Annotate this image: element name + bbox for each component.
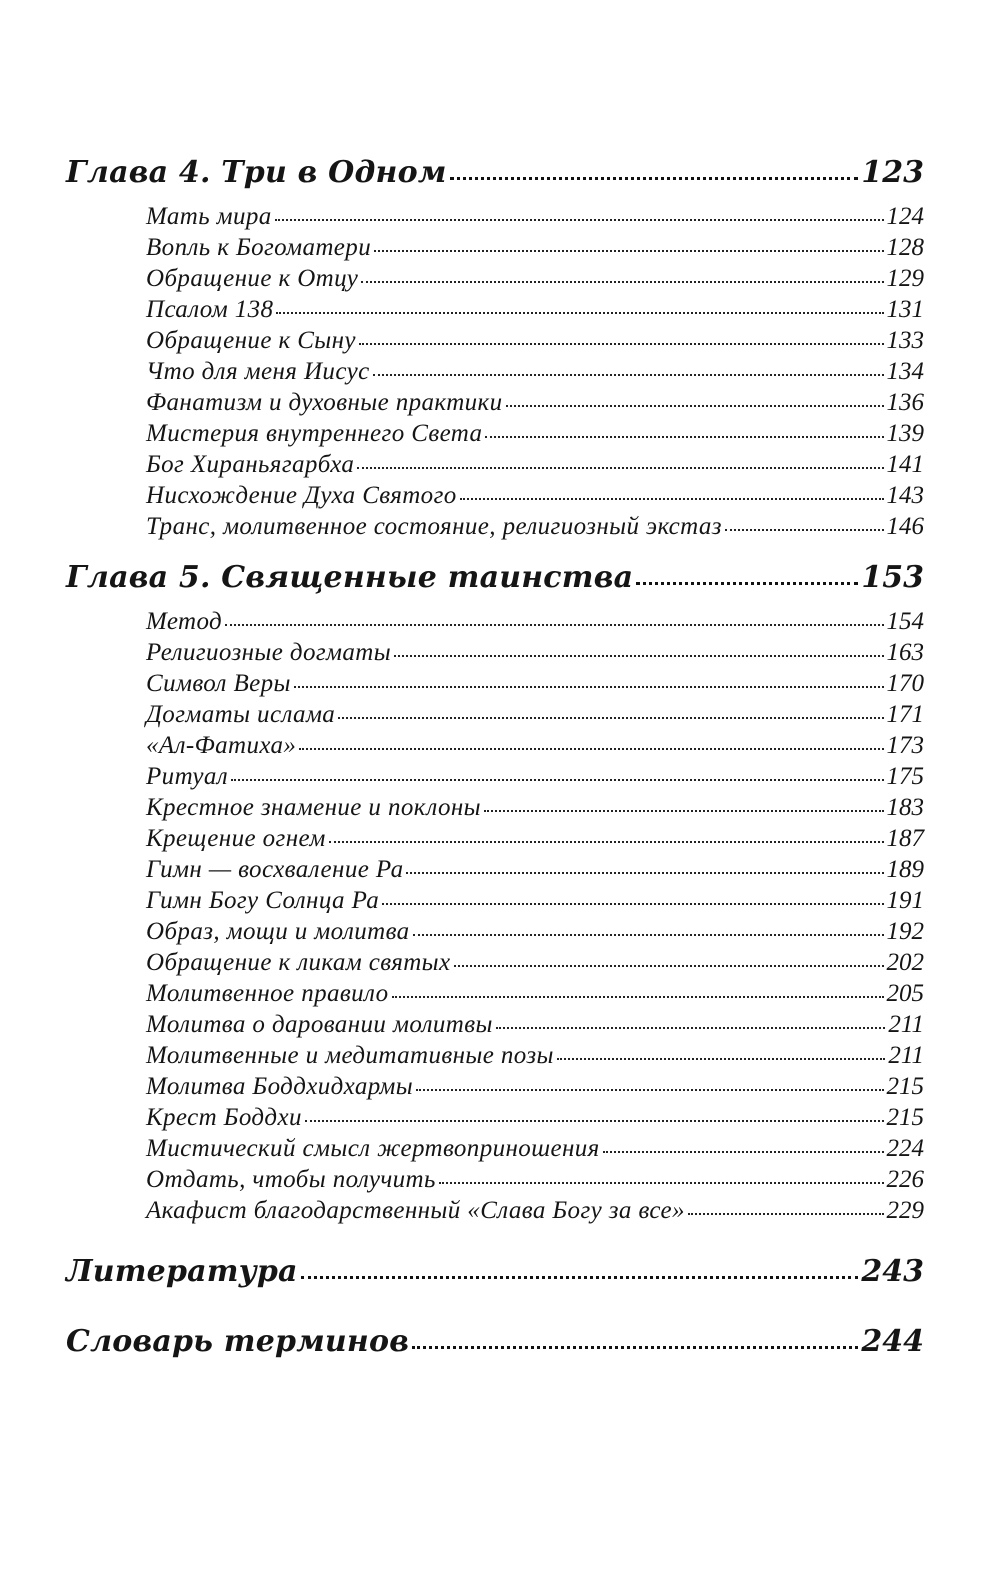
toc-item-title: Псалом 138 (146, 296, 274, 323)
dot-leader (484, 810, 883, 812)
toc-item[interactable] (146, 763, 924, 794)
dot-leader (231, 779, 883, 781)
toc-item-page: 129 (886, 265, 924, 292)
toc-item[interactable] (146, 203, 924, 234)
dot-leader (496, 1027, 886, 1029)
toc-item[interactable] (146, 918, 924, 949)
dot-leader (299, 748, 883, 750)
dot-leader (636, 582, 858, 585)
dot-leader (394, 655, 883, 657)
toc-item[interactable] (146, 608, 924, 639)
dot-leader (301, 1276, 859, 1279)
toc-item-page: 131 (886, 296, 924, 323)
toc-item-page: 128 (886, 234, 924, 261)
toc-item-page: 143 (886, 482, 924, 509)
glossary-title: Словарь терминов (66, 1324, 410, 1359)
toc-item-title: Транс, молитвенное состояние, религиозный экстаз (146, 513, 722, 540)
dot-leader (374, 250, 883, 252)
toc-item-title: Обращение к Сыну (146, 327, 356, 354)
toc-item-page: 189 (886, 856, 924, 883)
toc-item-page: 192 (886, 918, 924, 945)
toc-item-title: Молитвенное правило (146, 980, 389, 1007)
dot-leader (454, 965, 884, 967)
chapter-5-title: Глава 5. Священные таинства (66, 560, 634, 595)
toc-item[interactable] (146, 234, 924, 265)
dot-leader (485, 436, 883, 438)
toc-item[interactable] (146, 949, 924, 980)
toc-item-page: 146 (886, 513, 924, 540)
dot-leader (225, 624, 883, 626)
dot-leader (416, 1089, 883, 1091)
toc-item-title: Крестное знамение и поклоны (146, 794, 482, 821)
toc-item-page: 136 (886, 389, 924, 416)
toc-item-page: 170 (886, 670, 924, 697)
toc-item-title: Ритуал (146, 763, 229, 790)
toc-item-page: 224 (886, 1135, 924, 1162)
toc-item-page: 133 (886, 327, 924, 354)
dot-leader (413, 934, 884, 936)
toc-item[interactable] (146, 451, 924, 482)
toc-item-page: 163 (886, 639, 924, 666)
toc-item-page: 187 (886, 825, 924, 852)
dot-leader (373, 374, 884, 376)
toc-item-page: 124 (886, 203, 924, 230)
toc-item[interactable] (146, 389, 924, 420)
toc-item-title: Что для меня Иисус (146, 358, 370, 385)
dot-leader (329, 841, 884, 843)
toc-item[interactable] (146, 296, 924, 327)
dot-leader (357, 467, 883, 469)
glossary-entry[interactable] (66, 1324, 924, 1372)
table-of-contents (66, 155, 924, 1372)
toc-item-page: 183 (886, 794, 924, 821)
toc-item-title: Гимн Богу Солнца Ра (146, 887, 380, 914)
toc-item-page: 173 (886, 732, 924, 759)
chapter-5-page: 153 (861, 560, 924, 595)
toc-item[interactable] (146, 639, 924, 670)
toc-item-page: 202 (886, 949, 924, 976)
dot-leader (382, 903, 883, 905)
literature-title: Литература (66, 1254, 298, 1289)
toc-item-page: 134 (886, 358, 924, 385)
toc-item-title: Мать мира (146, 203, 272, 230)
toc-item[interactable] (146, 794, 924, 825)
toc-item-page: 175 (886, 763, 924, 790)
toc-item[interactable] (146, 513, 924, 544)
toc-item-title: Обращение к Отцу (146, 265, 359, 292)
dot-leader (294, 686, 884, 688)
toc-item[interactable] (146, 825, 924, 856)
toc-item-title: Вопль к Богоматери (146, 234, 372, 261)
dot-leader (361, 281, 883, 283)
toc-item-page: 215 (886, 1073, 924, 1100)
toc-item[interactable] (146, 1166, 924, 1197)
toc-item-title: Обращение к ликам святых (146, 949, 451, 976)
toc-item[interactable] (146, 701, 924, 732)
toc-item-page: 226 (886, 1166, 924, 1193)
toc-item[interactable] (146, 265, 924, 296)
chapter-5-items (66, 608, 924, 1228)
toc-item-title: Символ Веры (146, 670, 291, 697)
toc-item[interactable] (146, 327, 924, 358)
toc-item[interactable] (146, 1104, 924, 1135)
dot-leader (450, 177, 859, 180)
toc-item[interactable] (146, 1135, 924, 1166)
dot-leader (603, 1151, 884, 1153)
toc-item-title: Крещение огнем (146, 825, 326, 852)
glossary-page: 244 (861, 1324, 924, 1359)
toc-item[interactable] (146, 1073, 924, 1104)
dot-leader (305, 1120, 884, 1122)
dot-leader (276, 312, 883, 314)
toc-item[interactable] (146, 980, 924, 1011)
toc-item-page: 171 (886, 701, 924, 728)
dot-leader (439, 1182, 884, 1184)
toc-item-title: Отдать, чтобы получить (146, 1166, 436, 1193)
toc-item[interactable] (146, 856, 924, 887)
toc-item-title: Акафист благодарственный «Слава Богу за все» (146, 1197, 685, 1224)
toc-item-title: Метод (146, 608, 223, 635)
toc-item-title: «Ал-Фатиха» (146, 732, 297, 759)
toc-item-title: Гимн — восхваление Ра (146, 856, 404, 883)
toc-item[interactable] (146, 732, 924, 763)
toc-item-title: Молитва Боддхидхармы (146, 1073, 414, 1100)
toc-item-title: Религиозные догматы (146, 639, 392, 666)
toc-item-title: Нисхождение Духа Святого (146, 482, 457, 509)
toc-item-title: Бог Хираньягарбха (146, 451, 355, 478)
toc-item-title: Молитвенные и медитативные позы (146, 1042, 554, 1069)
dot-leader (412, 1346, 858, 1349)
literature-entry[interactable] (66, 1254, 924, 1302)
dot-leader (725, 529, 884, 531)
dot-leader (338, 717, 883, 719)
toc-item-title: Мистерия внутреннего Света (146, 420, 483, 447)
dot-leader (688, 1213, 884, 1215)
literature-page: 243 (861, 1254, 924, 1289)
dot-leader (557, 1058, 885, 1060)
toc-item-page: 229 (886, 1197, 924, 1224)
toc-item-page: 191 (886, 887, 924, 914)
chapter-4-page: 123 (861, 155, 924, 190)
toc-item-title: Мистический смысл жертвоприношения (146, 1135, 600, 1162)
chapter-4-entry[interactable] (66, 155, 924, 203)
toc-item-title: Образ, мощи и молитва (146, 918, 410, 945)
toc-item-page: 211 (888, 1042, 924, 1069)
toc-item-page: 215 (886, 1104, 924, 1131)
toc-item-title: Крест Боддхи (146, 1104, 302, 1131)
chapter-5-entry[interactable] (66, 560, 924, 608)
toc-item[interactable] (146, 420, 924, 451)
chapter-4-items (66, 203, 924, 544)
chapter-4-title: Глава 4. Три в Одном (66, 155, 447, 190)
toc-item-page: 141 (886, 451, 924, 478)
dot-leader (392, 996, 884, 998)
dot-leader (275, 219, 884, 221)
toc-item-page: 211 (888, 1011, 924, 1038)
toc-item[interactable] (146, 482, 924, 513)
toc-item-title: Молитва о даровании молитвы (146, 1011, 493, 1038)
toc-item[interactable] (146, 1011, 924, 1042)
dot-leader (460, 498, 884, 500)
dot-leader (506, 405, 884, 407)
toc-item-page: 154 (886, 608, 924, 635)
toc-item[interactable] (146, 1197, 924, 1228)
toc-item-page: 139 (886, 420, 924, 447)
toc-item-title: Догматы ислама (146, 701, 336, 728)
toc-item-title: Фанатизм и духовные практики (146, 389, 503, 416)
toc-item[interactable] (146, 670, 924, 701)
toc-item-page: 205 (886, 980, 924, 1007)
dot-leader (406, 872, 883, 874)
dot-leader (359, 343, 884, 345)
toc-item[interactable] (146, 358, 924, 389)
toc-item[interactable] (146, 1042, 924, 1073)
toc-item[interactable] (146, 887, 924, 918)
